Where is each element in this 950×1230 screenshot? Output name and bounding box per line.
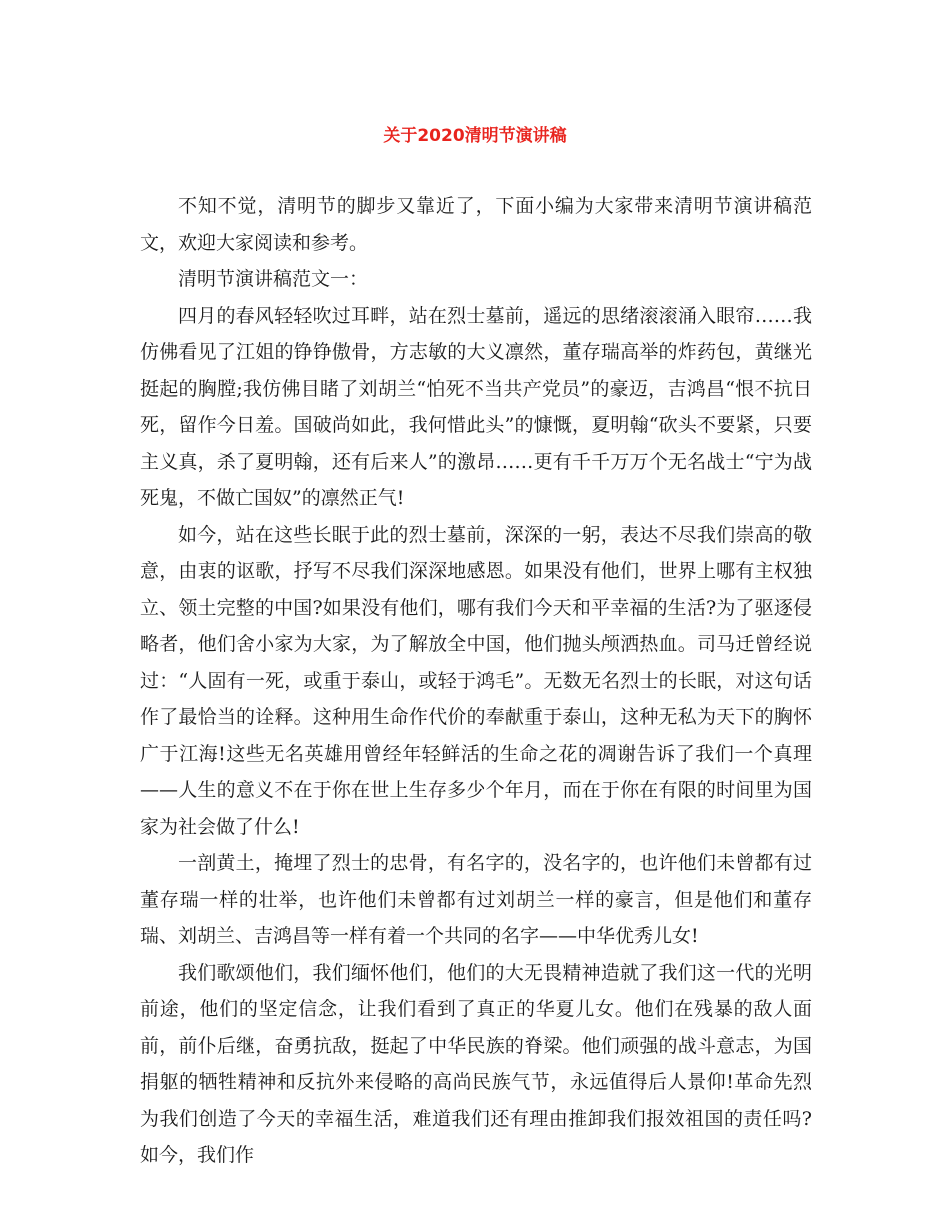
paragraph-subheading: 清明节演讲稿范文一： [178, 268, 369, 290]
page-title: 关于2020清明节演讲稿 [383, 126, 567, 146]
paragraph-body: 四月的春风轻轻吹过耳畔，站在烈士墓前，遥远的思绪滚滚涌入眼帘……我仿佛看见了江姐的铮铮傲骨，方志敏的大义凛然，董存瑞高举的炸药包，黄继光挺起的胸膛;我仿佛目睹了刘胡兰“怕死不当共产党员”的豪迈，吉鸿昌“恨不抗日死，留作今日羞。国破尚如此，我何惜此头”的慷慨，夏明翰“砍头不要紧，只要主义真，杀了夏明翰，还有后来人”的激昂……更有千千万万个无名战士“宁为战死鬼，不做亡国奴”的凛然正气! [140, 304, 812, 509]
document-body [140, 188, 812, 1174]
paragraph-body: 如今，站在这些长眠于此的烈士墓前，深深的一躬，表达不尽我们崇高的敬意，由衷的讴歌，抒写不尽我们深深地感恩。如果没有他们，世界上哪有主权独立、领土完整的中国?如果没有他们，哪有我们今天和平幸福的生活?为了驱逐侵略者，他们舍小家为大家，为了解放全中国，他们抛头颅洒热血。司马迁曾经说过：“人固有一死，或重于泰山，或轻于鸿毛”。无数无名烈士的长眠，对这句话作了最恰当的诠释。这种用生命作代价的奉献重于泰山，这种无私为天下的胸怀广于江海!这些无名英雄用曾经年轻鲜活的生命之花的凋谢告诉了我们一个真理——人生的意义不在于你在世上生存多少个年月，而在于你在有限的时间里为国家为社会做了什么! [140, 523, 812, 838]
paragraph-intro: 不知不觉，清明节的脚步又靠近了，下面小编为大家带来清明节演讲稿范文，欢迎大家阅读和参考。 [140, 195, 812, 254]
paragraph-body: 一剖黄土，掩埋了烈士的忠骨，有名字的，没名字的，也许他们未曾都有过董存瑞一样的壮举，也许他们未曾都有过刘胡兰一样的豪言，但是他们和董存瑞、刘胡兰、吉鸿昌等一样有着一个共同的名字——中华优秀儿女! [140, 852, 812, 947]
paragraph-body: 我们歌颂他们，我们缅怀他们，他们的大无畏精神造就了我们这一代的光明前途，他们的坚定信念，让我们看到了真正的华夏儿女。他们在残暴的敌人面前，前仆后继，奋勇抗敌，挺起了中华民族的脊梁。他们顽强的战斗意志，为国捐躯的牺牲精神和反抗外来侵略的高尚民族气节，永远值得后人景仰!革命先烈为我们创造了今天的幸福生活，难道我们还有理由推卸我们报效祖国的责任吗?如今，我们作 [140, 961, 812, 1166]
